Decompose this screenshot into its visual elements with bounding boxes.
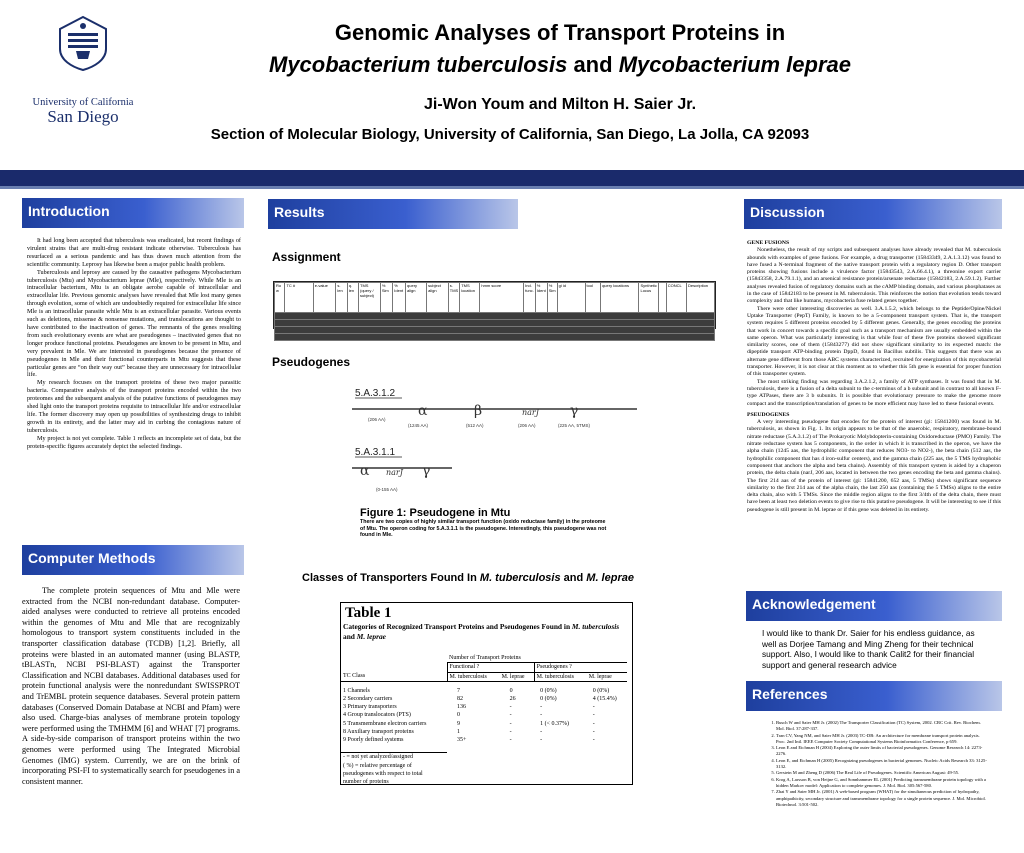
- banner-bar-accent: [0, 186, 1024, 189]
- title-organism-2: Mycobacterium leprae: [618, 52, 851, 77]
- figure-symbol-narj: narJ: [386, 468, 403, 477]
- figure-symbol-beta: β: [474, 403, 483, 419]
- table-header-cell: subject align: [427, 283, 449, 313]
- figure-1-title: Figure 1: Pseudogene in Mtu: [360, 507, 511, 519]
- figure-1-diagram: [352, 385, 652, 497]
- table-1-subtitle-and: and: [343, 632, 355, 641]
- authors: Ji-Won Youm and Milton H. Saier Jr.: [423, 96, 697, 113]
- table-row: [341, 711, 627, 719]
- discussion-paragraph: Nonetheless, the result of my scripts and subsequent analyses have already revealed that M. tuberculosis abounds with examples of gene fusions. For example, a drug transporter (15843349, 2.A.1.3.12) was found to have fused a N-terminal fragment of the native transport protein with a regulatory region D. Other transport proteins showing fusions include a virulence factor (15843543, 2.A.66.4.1), a threonine export carrier (15843358, 2.A.79.1.1), and an arsenical resistance protein/arsenate reductase (15842183, 2.A.59.1.2). Further analyses revealed fusion of regulatory domains such as the cAMP binding domain, and various phosphatases as in the case of 15842183 to be present in M. tuberculosis. This reinforces the notion that evolution tends toward complexity and that like humans, mycobacteria fuse related genes together.: [747, 247, 1001, 305]
- reference-item: 4. Leon E, and Eichman H (2005) Recognizing pseudogenes in bacterial genomes. Nucleic Acids Research 33: 3125-3132.: [776, 758, 987, 771]
- reference-item: 5. Gerstein M and Zheng D (2006) The Real Life of Pseudogenes. Scientific American August: 49-55.: [776, 770, 987, 776]
- table-cell: -: [592, 712, 595, 719]
- methods-paragraph: The complete protein sequences of Mtu and Mle were extracted from the NCBI non-redundant database. Computer-aided analyses were conducted to retrieve all proteins encoded within the genomes of Mtu and Mle that are recognizably homologous to transport system constituents included in the transporter classification database (TCDB) [1,2]. Briefly, all proteins were blasted in an automated manner (using BLASTP, tBLASTn, NCBI PSI-BLAST) against the Transporter Classification and NCBI databases. Additional databases used for protein functional analysis were the nonredundant SWISSPROT and TrEMBL protein sequence databases. Several protein pattern databases (Conserved Domain Database at NCBI and Pfam) were also used. Charge-bias analyses of membrane protein topology were performed using the TMHMM [6] and WHAT [7] programs. A side-by-side comparison of transport proteins within the two genomes were performed using The Integrated Microbial Genomes (IMG) system. Currently, we are on the brink of incorporating PSI-FI to systematically search for pseudogenes in a consistent manner.: [22, 586, 240, 786]
- reference-item: 1. Busch W and Saier MH Jr. (2002) The Transporter Classification (TC) System, 2002. CRC Crit. Rev. Biochem. Mol. Biol. 37:287-337.: [776, 720, 987, 733]
- table-header-cell: Ro w: [275, 283, 285, 313]
- figure-size-label: (225 AA, 5TMS): [558, 423, 591, 428]
- acknowledgement-heading: Acknowledgement: [752, 596, 876, 612]
- table-cell: 4 Group translocators (PTS): [343, 712, 411, 719]
- table-1-subtitle: [343, 622, 632, 642]
- table-cell: -: [540, 712, 543, 719]
- table-header-cell: gi id: [557, 283, 585, 313]
- table-1: [340, 602, 633, 785]
- classes-heading-org1: M. tuberculosis: [479, 572, 561, 584]
- reference-item: 7. Zhai Y and Saier MH Jr. (2001) A web-based program (WHAT) for the simultaneous prediction of hydropathy, amphipathicity, secondary structure and transmembrane topology for a single protein sequence. J. Mol. Microbiol. Biotechnol. 3:501-502.: [776, 789, 987, 808]
- table-row: [275, 334, 715, 341]
- intro-paragraph: My project is not yet complete. Table 1 reflects an incomplete set of data, but the protein-specific figures accurately depict the selected findings.: [27, 434, 241, 450]
- table-cell: -: [509, 729, 512, 736]
- table-cell: 0: [509, 687, 513, 694]
- introduction-body: [27, 237, 241, 450]
- discussion-paragraph: A very interesting pseudogene that encodes for the protein of interest (gi: 15841200) was found in M. tuberculosis, as shown in Fig. 1. Its origin appears to be that of the anaerobic, respiratory, membrane-bound nitrate reductase (5.A.3.1.2) of The Prokaryotic Molybdopterin-containing Oxidoreductase (PMO) Family. The nitrate reductase system has 5 components, in the order in which it is transcribed in the operon, we have the alpha chain (1245 aas, the hydrophilic component that reduces NO3- to NO2-), the beta chain (512 aas, the hydrophilic component that has 4 iron-sulfur centers), and the gamma chain (225 aas, the 5 TMS hydrophobic component that anchors the alpha and beta chains). Assembly of this transport system is aided by a chaperon protein, the delta chain (narJ, 206 aas, located in between the two genes encoding the beta and gamma chains). The first 214 aas of the protein of interest (gi: 15841200, 652 aas, 5 TMSs) shows significant sequence similarity to the first 214 aas of the alpha chain, the last 250 aas (containing the 5 TMSs) aligns to the entire delta chain, also with 5 TMSs. Since the middle region aligns to the first 3/4th of the delta chain, there must have been at least two deletion events to give rise to this putative pseudogene. It will be interesting to see if this pseudogene is still present in M. leprae or if this gene was deleted in its entirety.: [747, 419, 1001, 513]
- assignment-table: [273, 281, 716, 329]
- title-organism-1: Mycobacterium tuberculosis: [269, 52, 568, 77]
- table-cell: 4 (15.4%): [592, 695, 617, 702]
- figure-size-label: (0-155 AA): [376, 487, 398, 492]
- table-1-col-mle: M. leprae: [588, 673, 612, 680]
- table-cell: 3 Primary transporters: [343, 704, 397, 711]
- references-header: [746, 681, 1002, 711]
- table-header-cell: TMS location: [460, 283, 480, 313]
- table-cell: 2 Secondary carriers: [343, 695, 393, 702]
- discussion-subheading: PSEUDOGENES: [747, 411, 790, 418]
- references-heading: References: [752, 686, 828, 702]
- table-header-cell: tool: [585, 283, 601, 313]
- table-cell: -: [509, 737, 512, 744]
- figure-size-label: (512 AA): [466, 423, 484, 428]
- figure-symbol-narj: narJ: [522, 408, 539, 417]
- banner-bar: [0, 170, 1024, 186]
- table-1-col-pseudo: Pseudogenes ?: [534, 663, 627, 672]
- table-cell: 5 Transmembrane electron carriers: [343, 720, 427, 727]
- computer-methods-heading: Computer Methods: [28, 550, 156, 566]
- figure-size-label: (206 AA): [518, 423, 536, 428]
- discussion-body: [747, 240, 1001, 514]
- introduction-header: [22, 198, 244, 228]
- table-cell: 0 (0%): [540, 695, 557, 702]
- table-row: [341, 720, 627, 728]
- computer-methods-body: [22, 586, 240, 787]
- table-cell: 0: [457, 712, 460, 719]
- table-1-subtitle-pre: Categories of Recognized Transport Proteins and Pseudogenes Found in: [343, 622, 571, 631]
- table-cell: -: [509, 712, 512, 719]
- table-1-note: number of proteins: [343, 779, 389, 786]
- ucsd-logo: [28, 15, 138, 125]
- figure-gene-b-label: 5.A.3.1.1: [355, 447, 396, 458]
- introduction-heading: Introduction: [28, 203, 110, 219]
- pseudogenes-label: Pseudogenes: [272, 355, 351, 369]
- table-header-cell: % Ident: [535, 283, 547, 313]
- table-header-cell: [658, 283, 666, 313]
- reference-item: 2. Tran CV, Yang NM, and Saier MH Jr. (2003) TC-DB: An architecture for membrane transport protein analysis. Proc. 2nd Intl. IEEE Computer Society Computational Systems Bioinformatics Conference, p 659.: [776, 733, 987, 746]
- table-1-col-mtu: M. tuberculosis: [534, 672, 587, 681]
- table-cell: 1 Channels: [343, 687, 370, 694]
- table-row: [275, 327, 715, 334]
- table-cell: -: [540, 737, 543, 744]
- table-1-note: ( %) = relative percentage of: [343, 762, 412, 769]
- table-row: [275, 320, 715, 327]
- table-cell: 9: [457, 720, 460, 727]
- table-cell: -: [540, 704, 543, 711]
- figure-size-label: (206 AA): [368, 417, 386, 422]
- table-row: [341, 686, 627, 694]
- table-row: [275, 313, 715, 320]
- table-header-cell: Synthetic Locus: [639, 283, 658, 313]
- table-1-subtitle-org1: M. tuberculosis: [571, 622, 620, 631]
- table-cell: 0 (0%): [540, 687, 557, 694]
- table-header-cell: Ind. func.: [524, 283, 536, 313]
- figure-symbol-alpha: α: [418, 403, 428, 419]
- figure-size-label: (1245 AA): [408, 423, 429, 428]
- table-row: [341, 736, 627, 744]
- acknowledgement-header: [746, 591, 1002, 621]
- table-header-cell: % Ident: [393, 283, 406, 313]
- poster-title-line2: [150, 52, 970, 78]
- classes-heading-pre: Classes of Transporters Found In: [302, 572, 477, 584]
- reference-item: 6. Krog A, Larsson B, von Heijne G, and Sonnhammer EL (2001) Predicting transmembrane protein topology with a hidden Markov model: Application to complete genomes. J. Mol. Biol. 305:567-580.: [776, 777, 987, 790]
- table-row: [341, 695, 627, 703]
- discussion-heading: Discussion: [750, 204, 825, 220]
- table-cell: 9 Poorly defined systems: [343, 737, 404, 744]
- table-cell: 136: [457, 704, 466, 711]
- table-header-cell: s. TMS: [448, 283, 459, 313]
- table-1-group-header: Number of Transport Proteins: [449, 655, 521, 662]
- table-header-cell: TMS (query / subject): [359, 283, 381, 313]
- figure-1-caption: There are two copies of highly similar transport function (oxido reductase family) in the proteome of Mtu. The operon coding for 5.A.3.1.1 is the pseudogene. Interestingly, this pseudogene was not found in Mle.: [360, 519, 607, 538]
- logo-line1: University of California: [32, 97, 134, 108]
- table-cell: 0 (0%): [592, 687, 610, 694]
- table-cell: -: [592, 704, 595, 711]
- computer-methods-header: [22, 545, 244, 575]
- intro-paragraph: It had long been accepted that tuberculosis was eradicated, but recent findings of virulent strains that are multi-drug resistant indicate otherwise. Tuberculosis has resurfaced as a serious pandemic and has thus drawn much attention from the scientific community. Leprosy has likewise been a major public health problem.: [27, 237, 241, 268]
- acknowledgement-body: I would like to thank Dr. Saier for his endless guidance, as well as Dorjee Tamang and Ming Zheng for their technical support. Also, I would like to thank Calit2 for their financial support and general research advice: [762, 628, 975, 670]
- table-cell: 1 (< 0.37%): [540, 720, 570, 727]
- classes-heading: [268, 572, 668, 584]
- table-cell: 7: [457, 687, 460, 694]
- discussion-subheading: GENE FUSIONS: [747, 240, 790, 246]
- table-cell: 1: [457, 729, 460, 736]
- table-header-cell: s. len: [336, 283, 347, 313]
- results-heading: Results: [274, 204, 325, 220]
- table-cell: -: [592, 729, 595, 736]
- affiliation: Section of Molecular Biology, University of California, San Diego, La Jolla, CA 92093: [210, 126, 810, 143]
- table-row: [341, 703, 627, 711]
- table-1-subtitle-org2: M. leprae: [356, 632, 386, 641]
- table-header-cell: query locations: [601, 283, 639, 313]
- table-1-col-functional: Functional ?: [447, 663, 534, 672]
- table-header-cell: Description: [687, 283, 715, 313]
- figure-symbol-alpha: α: [360, 463, 370, 479]
- ucsd-seal-icon: [54, 15, 112, 71]
- table-header-cell: % Sim: [547, 283, 557, 313]
- discussion-paragraph: The most striking finding was regarding 3.A.2.1.2, a family of ATP synthases. It was found that in M. tuberculosis, there is a fusion of a delta subunit to the c-terminus of a b subunit and in contrast to all known F-type ATPases, there are 3 b subunits. It is possible that evolutionary pressure to make the genome more compact and the transcription/translation of genes to be more efficient may have led to these fusional events.: [747, 378, 1001, 407]
- table-cell: -: [592, 720, 595, 727]
- table-header-cell: e-value: [313, 283, 336, 313]
- reference-item: 3. Leon E and Eichman H (2004) Exploring the outer limits of bacterial pseudogenes. Genome Research 14: 2273-2276.: [776, 745, 987, 758]
- table-header-cell: query align: [406, 283, 427, 313]
- table-row: [341, 728, 627, 736]
- figure-symbol-gamma: γ: [570, 403, 579, 419]
- table-1-col-mtu: M. tuberculosis: [447, 672, 500, 681]
- table-header-cell: hmm score: [480, 283, 524, 313]
- table-1-note: pseudogenes with respect to total: [343, 771, 423, 777]
- table-cell: 26: [509, 695, 516, 702]
- assignment-label: Assignment: [272, 250, 341, 264]
- table-header-cell: % Sim: [380, 283, 392, 313]
- table-cell: 82: [457, 695, 463, 702]
- results-header: [268, 199, 518, 229]
- table-cell: -: [509, 720, 512, 727]
- table-cell: -: [509, 704, 512, 711]
- discussion-header: [744, 199, 1002, 229]
- table-1-note: - = not yet analyzed/assigned: [343, 754, 414, 761]
- intro-paragraph: My research focuses on the transport proteins of these two major parasitic bacteria. Comparative analysis of the transport proteins encoded within the two proteomes and the subsequent analysis of the putative functions of pseudogenes may shed light onto the transport proteins requisite to intracellular life and/or extracellular life. The former discovery may open up possibilities of synthesizing drugs to inhibit growth in its entirety, and the latter may aid in curbing the contagious nature of tuberculosis.: [27, 379, 241, 434]
- classes-heading-and: and: [563, 572, 584, 584]
- logo-line2: San Diego: [47, 107, 119, 126]
- table-header-cell: CONCL: [666, 283, 686, 313]
- table-cell: -: [592, 737, 595, 744]
- classes-heading-org2: M. leprae: [586, 572, 634, 584]
- table-header-cell: TC #: [285, 283, 313, 313]
- table-1-col-mle: M. leprae: [501, 673, 525, 680]
- table-cell: 35+: [457, 737, 467, 744]
- title-and: and: [573, 52, 613, 77]
- figure-1: [352, 385, 652, 538]
- table-1-col-tc: TC Class: [343, 673, 366, 680]
- figure-gene-a-label: 5.A.3.1.2: [355, 388, 396, 399]
- discussion-paragraph: There were other interesting discoveries as well. 3.A.1.5.2, which belongs to the Peptide/Opine/Nickel Uptake Transporter (PepT) Family, is known to be a 5-component transport system. That is, the transport system requires 5 different proteins encoded by 5 different genes. Generally, the genes encoding the proteins that work in concert towards a specific goal such as a transport mechanism are usually embedded within the same operon. What was particularly interesting is that while four of these five proteins showed significant similarity scores, one of them (15843277) did not show significant similarity to its expected match: the dipeptide transport ATP-binding protein DppD, found in Bacillus subtilis. This suggests that there was an alternate gene different from those ABC systems characterized, recruited for energization of this mycobacterial transporter. However, it is not clear at this moment as to whether this 5th gene is essential for proper function of this transporter system.: [747, 305, 1001, 378]
- table-cell: 8 Auxiliary transport proteins: [343, 729, 414, 736]
- table-cell: -: [540, 729, 543, 736]
- table-1-grid: [341, 654, 627, 786]
- table-1-title: Table 1: [345, 605, 392, 621]
- poster-title-line1: Genomic Analyses of Transport Proteins in: [334, 20, 786, 45]
- references-list: [762, 720, 987, 808]
- intro-paragraph: Tuberculosis and leprosy are caused by the causative pathogens Mycobacterium tuberculosis (Mtu) and Mycobacterium leprae (Mle), respectively. While Mle is an intracellular bacterium, Mtu is an obligate aerobe capable of intracellular and extracellular life. Previous genomic analyses have revealed that Mle lost many genes through evolution, some of which are undoubtedly required for extracellular life since Mle is an intracellular parasite while Mtu is an extracellular parasite. Various events such as deletions, missense & nonsense mutations, and translocations are thought to have contributed to the inactivation of genes. The remnants of the genes resulting from such evolutionary events are what are pseudogenes – inactivated genes that no longer produce functional proteins. Pseudogenes are known to be present in Mtu, and very prevalent in Mle. We are interested in pseudogenes because the presence of pseudogenes in Mle and their functional counterparts in Mtu suggests that these particular genes are “on their way out” because they are unnecessary for intracellular life.: [27, 268, 241, 379]
- table-header-cell: q. len: [347, 283, 358, 313]
- figure-symbol-gamma: γ: [422, 463, 431, 479]
